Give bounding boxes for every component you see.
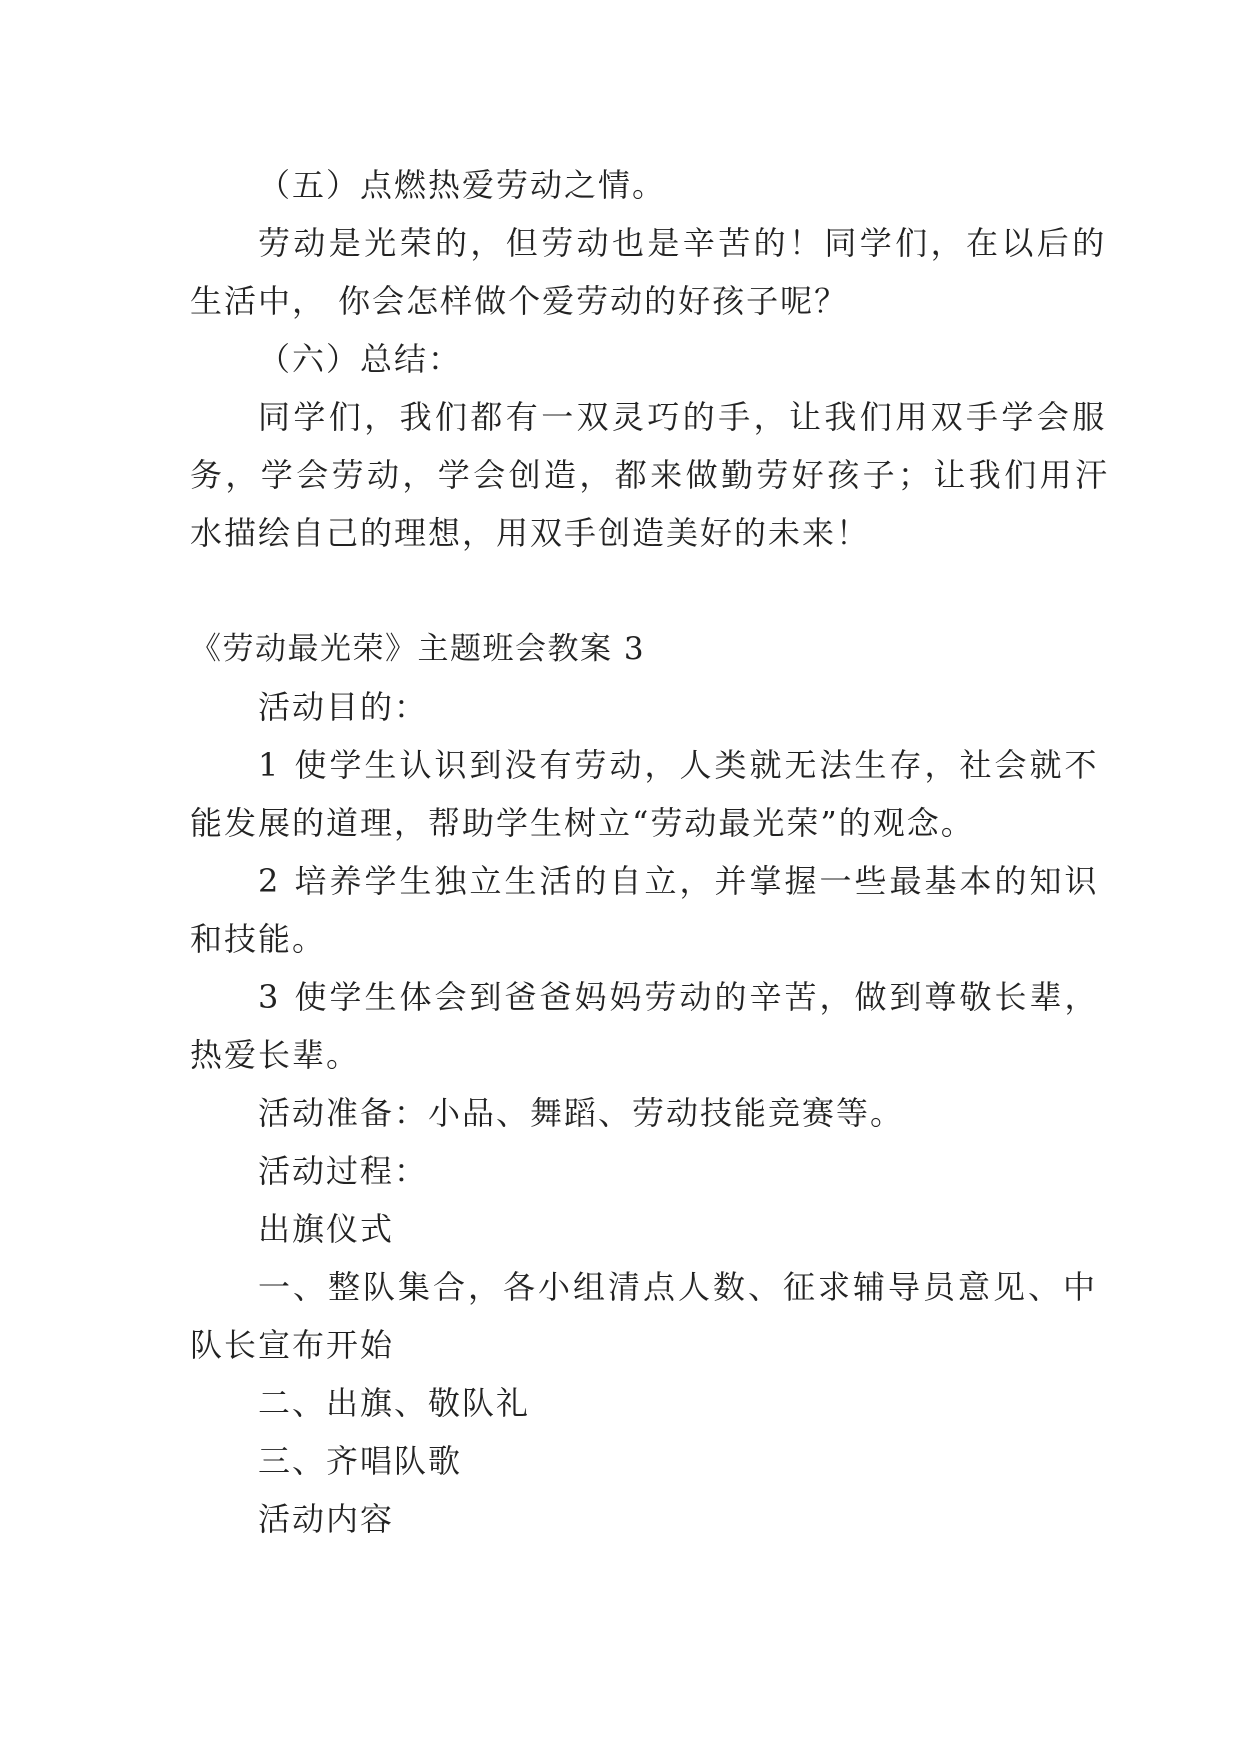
paragraph-line: 队长宣布开始: [190, 1326, 395, 1364]
list-item-line: 2 培养学生独立生活的自立，并掌握一些最基本的知识: [258, 862, 1100, 900]
paragraph-line: 同学们，我们都有一双灵巧的手，让我们用双手学会服: [258, 398, 1108, 436]
paragraph-line: 一、整队集合，各小组清点人数、征求辅导员意见、中: [258, 1268, 1099, 1306]
paragraph-line: 活动准备：小品、舞蹈、劳动技能竞赛等。: [258, 1094, 905, 1132]
section-heading-five: （五）点燃热爱劳动之情。: [258, 166, 667, 204]
list-item-line: 3 使学生体会到爸爸妈妈劳动的辛苦，做到尊敬长辈，: [258, 978, 1100, 1016]
paragraph-line: 二、出旗、敬队礼: [258, 1384, 531, 1422]
paragraph-line: 三、齐唱队歌: [258, 1442, 463, 1480]
list-item-line: 能发展的道理，帮助学生树立“劳动最光荣”的观念。: [190, 804, 975, 842]
section-heading-content: 活动内容: [258, 1500, 395, 1538]
paragraph-line: 生活中， 你会怎样做个爱劳动的好孩子呢？: [190, 282, 849, 320]
section-heading-six: （六）总结：: [258, 340, 463, 378]
document-title: 《劳动最光荣》主题班会教案 3: [190, 631, 646, 667]
section-heading-goals: 活动目的：: [258, 688, 429, 726]
paragraph-line: 务，学会劳动，学会创造，都来做勤劳好孩子；让我们用汗: [190, 456, 1111, 494]
paragraph-line: 出旗仪式: [258, 1210, 395, 1248]
list-item-line: 热爱长辈。: [190, 1036, 361, 1074]
paragraph-line: 水描绘自己的理想，用双手创造美好的未来！: [190, 514, 871, 552]
list-item-line: 1 使学生认识到没有劳动，人类就无法生存，社会就不: [258, 746, 1100, 784]
paragraph-line: 劳动是光荣的，但劳动也是辛苦的！同学们，在以后的: [258, 224, 1108, 262]
list-item-line: 和技能。: [190, 920, 327, 958]
section-heading-process: 活动过程：: [258, 1152, 429, 1190]
